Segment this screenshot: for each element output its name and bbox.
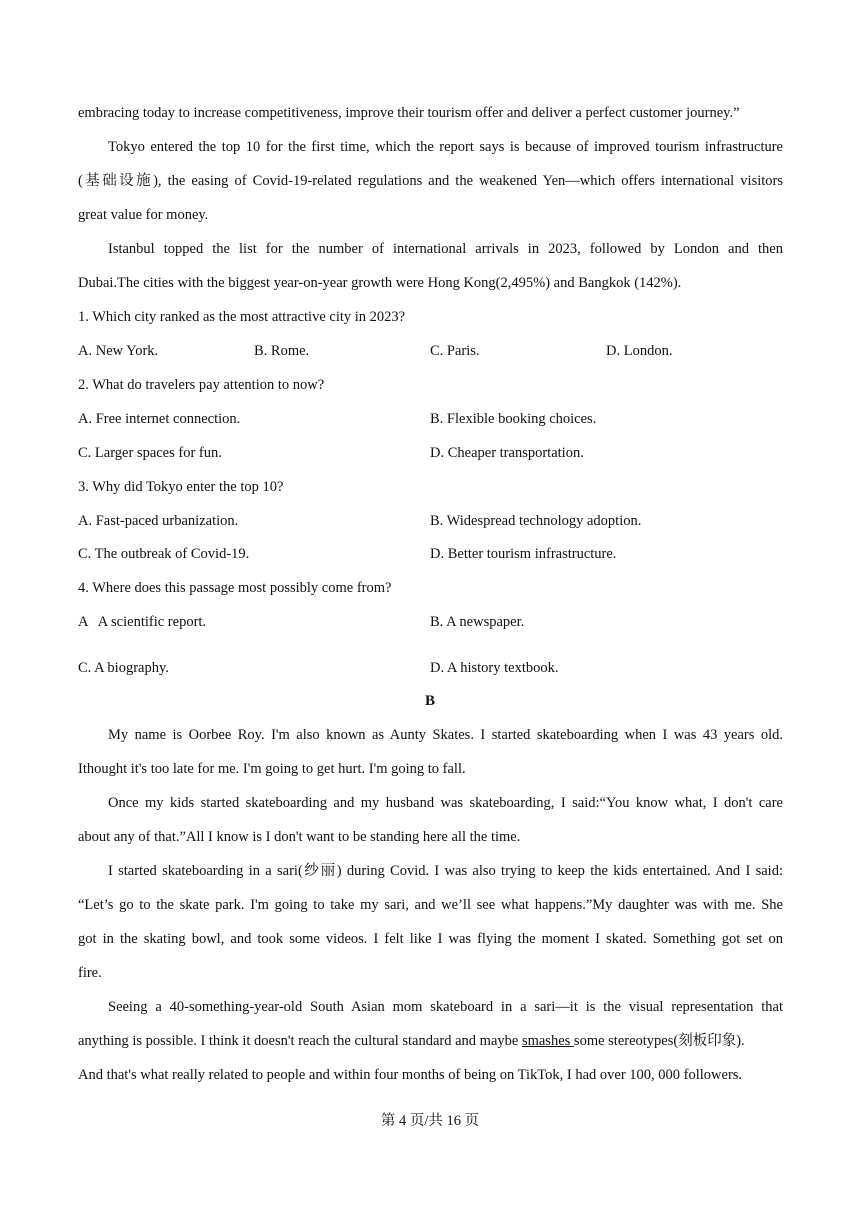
passage-b-line: got in the skating bowl, and took some videos. I felt like I was flying the moment I skated. Something got set on [78,931,783,947]
question-option: A. New York. [78,343,159,359]
question-stem: 1. Which city ranked as the most attractive city in 2023? [78,309,406,325]
question-option: D. A history textbook. [430,660,559,676]
passage-a-line: embracing today to increase competitiveness, improve their tourism offer and deliver a perfect customer journey.” [78,105,740,121]
question-option: C. Larger spaces for fun. [78,445,222,461]
question-option: A. Free internet connection. [78,411,241,427]
question-stem: 4. Where does this passage most possibly come from? [78,580,392,596]
passage-b-line: And that's what really related to people and within four months of being on TikTok, I had over 100, 000 followers. [78,1067,743,1083]
question-option: D. Cheaper transportation. [430,445,584,461]
passage-a-line: Dubai.The cities with the biggest year-on-year growth were Hong Kong(2,495%) and Bangkok (142%). [78,275,682,291]
passage-a-line: (基础设施), the easing of Covid-19-related regulations and the weakened Yen—which offers international visitors [78,173,783,189]
passage-a-line: Tokyo entered the top 10 for the first time, which the report says is because of improved tourism infrastructure [108,139,783,155]
passage-b-line [78,1031,783,1051]
underlined-word: smashes [521,1033,574,1049]
passage-b-line: Seeing a 40-something-year-old South Asian mom skateboard in a sari—it is the visual representation that [108,999,783,1015]
page-number: 第 4 页/共 16 页 [380,1113,480,1129]
question-option: B. A newspaper. [430,614,525,630]
passage-b-line: Once my kids started skateboarding and my husband was skateboarding, I said:“You know what, I don't care [108,795,783,811]
question-option: A. Fast-paced urbanization. [78,513,239,529]
passage-b-line: Ithought it's too late for me. I'm going to get hurt. I'm going to fall. [78,761,466,777]
passage-b-text: anything is possible. I think it doesn't reach the cultural standard and maybe [78,1033,522,1049]
question-stem: 2. What do travelers pay attention to now? [78,377,325,393]
question-stem: 3. Why did Tokyo enter the top 10? [78,479,284,495]
question-option: B. Widespread technology adoption. [430,513,642,529]
section-title: B [424,693,435,709]
passage-b-text: some stereotypes(刻板印象). [573,1033,745,1049]
question-option: C. A biography. [78,660,169,676]
passage-b-line: My name is Oorbee Roy. I'm also known as Aunty Skates. I started skateboarding when I was 43 years old. [108,727,783,743]
question-option: C. The outbreak of Covid-19. [78,546,250,562]
question-option: C. Paris. [430,343,480,359]
question-option: B. Rome. [254,343,310,359]
passage-b-line: I started skateboarding in a sari(纱丽) during Covid. I was also trying to keep the kids entertained. And I said: [108,863,783,879]
passage-b-line: “Let’s go to the skate park. I'm going to take my sari, and we’ll see what happens.”My daughter was with me. She [78,897,783,913]
question-option: A A scientific report. [78,614,207,630]
question-option: D. Better tourism infrastructure. [430,546,617,562]
question-option: D. London. [606,343,673,359]
passage-a-line: great value for money. [78,207,209,223]
question-option: B. Flexible booking choices. [430,411,597,427]
passage-b-line: fire. [78,965,102,981]
passage-a-line: Istanbul topped the list for the number of international arrivals in 2023, followed by London and then [108,241,783,257]
passage-b-line: about any of that.”All I know is I don't want to be standing here all the time. [78,829,521,845]
